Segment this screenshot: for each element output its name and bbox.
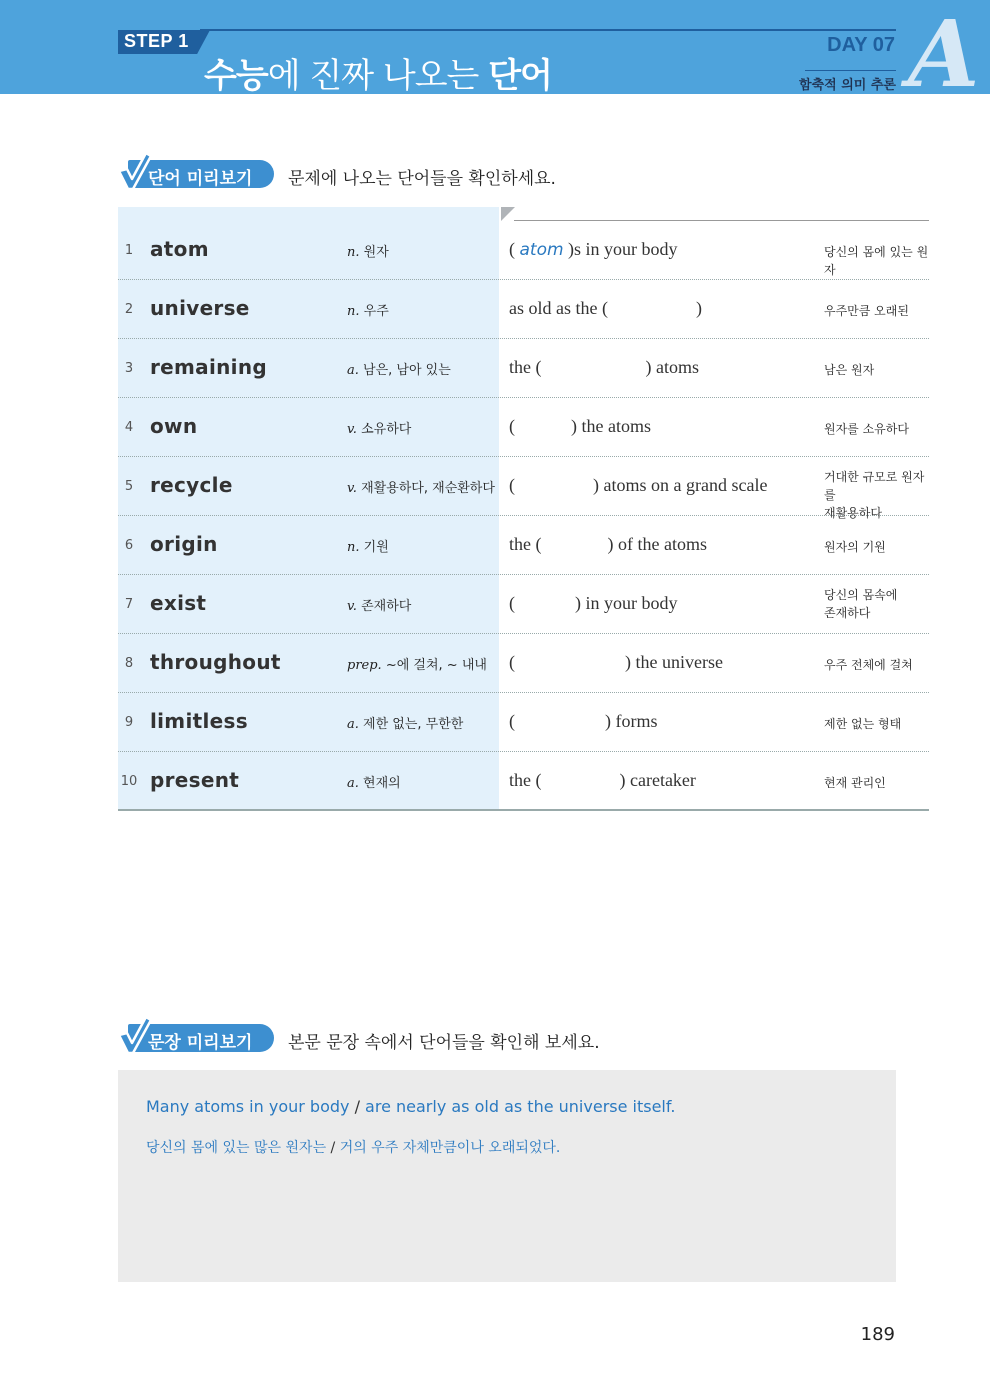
vocab-word: universe — [150, 296, 250, 320]
korean-sentence — [146, 1137, 560, 1157]
part-of-speech: v. — [347, 599, 357, 614]
header-divider — [200, 29, 896, 31]
word-meaning — [347, 772, 401, 791]
sentence-chunk-1: 당신의 몸에 있는 많은 원자는 — [146, 1140, 327, 1156]
part-of-speech: v. — [347, 481, 357, 496]
title-emphasis-2: 단어 — [488, 56, 552, 96]
part-of-speech: n. — [347, 245, 360, 260]
day-label: DAY 07 — [827, 34, 895, 56]
vocab-word: exist — [150, 591, 207, 615]
phrase-after: ) of the atoms — [607, 534, 707, 554]
vocab-word: remaining — [150, 355, 267, 379]
chunk-separator: / — [326, 1140, 340, 1156]
phrase-translation: 우주만큼 오래된 — [824, 304, 909, 318]
phrase-translation: 원자의 기원 — [824, 540, 886, 554]
table-row — [118, 398, 929, 457]
row-number: 10 — [120, 774, 138, 789]
word-meaning — [347, 300, 389, 319]
row-number: 9 — [124, 715, 134, 730]
phrase-after: ) atoms on a grand scale — [593, 475, 768, 495]
word-meaning — [347, 713, 463, 732]
title-emphasis-1: 수능 — [204, 56, 268, 96]
row-number: 5 — [124, 479, 134, 494]
checkmark-icon — [116, 151, 152, 191]
vocab-word: atom — [150, 237, 209, 261]
part-of-speech: n. — [347, 304, 360, 319]
word-preview-description: 문제에 나오는 단어들을 확인하세요. — [288, 169, 556, 189]
meaning-text: 원자 — [363, 245, 389, 260]
vocab-word: throughout — [150, 650, 281, 674]
meaning-text: 우주 — [363, 304, 389, 319]
phrase-before: the ( — [509, 357, 542, 377]
example-phrase — [509, 770, 696, 791]
part-of-speech: v. — [347, 422, 357, 437]
word-meaning — [347, 418, 411, 437]
row-number: 1 — [124, 243, 134, 258]
phrase-after: ) the universe — [625, 652, 723, 672]
phrase-after: ) the atoms — [571, 416, 651, 436]
word-meaning — [347, 536, 389, 555]
word-meaning — [347, 241, 389, 260]
vocab-word: recycle — [150, 473, 233, 497]
phrase-after: ) caretaker — [619, 770, 696, 790]
example-phrase — [509, 416, 651, 437]
table-row — [118, 516, 929, 575]
chunk-separator: / — [349, 1097, 366, 1116]
meaning-text: ~에 걸쳐, ~ 내내 — [385, 658, 487, 673]
page-number: 189 — [860, 1324, 895, 1345]
example-phrase — [509, 593, 678, 614]
example-phrase — [509, 711, 658, 732]
title-middle: 에 진짜 나오는 — [267, 56, 489, 96]
meaning-text: 현재의 — [363, 776, 401, 791]
meaning-text: 재활용하다, 재순환하다 — [361, 481, 495, 496]
meaning-text: 기원 — [363, 540, 389, 555]
example-phrase — [509, 652, 723, 673]
word-meaning — [347, 359, 451, 378]
example-phrase — [509, 475, 767, 496]
step-label: STEP 1 — [124, 31, 189, 51]
word-preview-label: 단어 미리보기 — [148, 169, 253, 189]
page-header — [0, 0, 990, 108]
table-row — [118, 280, 929, 339]
phrase-before: the ( — [509, 534, 542, 554]
checkmark-icon — [116, 1015, 152, 1055]
vocab-word: limitless — [150, 709, 248, 733]
row-number: 3 — [124, 361, 134, 376]
phrase-translation: 제한 없는 형태 — [824, 717, 902, 731]
phrase-translation: 원자를 소유하다 — [824, 422, 909, 436]
phrase-before: the ( — [509, 770, 542, 790]
word-meaning — [347, 477, 495, 496]
word-meaning — [347, 654, 487, 673]
phrase-after: ) forms — [605, 711, 658, 731]
english-sentence — [146, 1097, 675, 1116]
vocab-word: present — [150, 768, 240, 792]
translation-line-2: 재활용하다 — [824, 506, 882, 520]
phrase-after: )s in your body — [563, 239, 678, 259]
section-letter: A — [908, 0, 980, 108]
part-of-speech: a. — [347, 717, 359, 732]
filled-answer: atom — [519, 240, 564, 260]
table-row — [118, 457, 929, 520]
sentence-chunk-2: 거의 우주 자체만큼이나 오래되었다. — [339, 1140, 561, 1156]
table-row — [118, 693, 929, 752]
example-phrase — [509, 298, 702, 319]
phrase-translation: 현재 관리인 — [824, 776, 886, 790]
sentence-preview-description: 본문 문장 속에서 단어들을 확인해 보세요. — [288, 1033, 600, 1053]
example-phrase — [509, 534, 707, 555]
phrase-before: ( — [509, 239, 520, 259]
sentence-preview-label: 문장 미리보기 — [148, 1033, 253, 1053]
translation-line-2: 존재하다 — [824, 606, 871, 620]
translation-line-1: 당신의 몸속에 — [824, 588, 898, 602]
phrase-after: ) — [695, 298, 702, 318]
phrase-after: ) in your body — [575, 593, 678, 613]
meaning-text: 존재하다 — [361, 599, 412, 614]
translation-line-1: 거대한 규모로 원자를 — [824, 470, 925, 502]
day-divider — [805, 70, 896, 71]
part-of-speech: a. — [347, 363, 359, 378]
example-phrase — [509, 239, 678, 260]
phrase-before: ( — [509, 475, 515, 495]
fold-corner — [501, 207, 515, 221]
part-of-speech: n. — [347, 540, 360, 555]
phrase-before: as old as the ( — [509, 298, 608, 318]
table-row — [118, 634, 929, 693]
meaning-text: 남은, 남아 있는 — [363, 363, 451, 378]
meaning-text: 제한 없는, 무한한 — [363, 717, 464, 732]
phrase-translation: 당신의 몸에 있는 원자 — [824, 245, 929, 277]
word-meaning — [347, 595, 411, 614]
page-title — [204, 48, 552, 97]
phrase-before: ( — [509, 652, 515, 672]
day-subtitle: 함축적 의미 추론 — [799, 78, 896, 93]
meaning-text: 소유하다 — [361, 422, 412, 437]
part-of-speech: a. — [347, 776, 359, 791]
vocab-word: origin — [150, 532, 218, 556]
phrase-translation: 우주 전체에 걸쳐 — [824, 658, 913, 672]
row-number: 2 — [124, 302, 134, 317]
part-of-speech: prep. — [347, 658, 382, 673]
table-row — [118, 339, 929, 398]
phrase-before: ( — [509, 416, 515, 436]
table-row — [118, 752, 929, 811]
phrase-before: ( — [509, 593, 515, 613]
word-table — [118, 207, 929, 811]
phrase-translation — [824, 468, 929, 522]
row-number: 8 — [124, 656, 134, 671]
sentence-chunk-2: are nearly as old as the universe itself. — [365, 1097, 676, 1116]
phrase-translation: 남은 원자 — [824, 363, 875, 377]
sentence-chunk-1: Many atoms in your body — [146, 1097, 350, 1116]
phrase-after: ) atoms — [645, 357, 699, 377]
row-number: 4 — [124, 420, 134, 435]
example-phrase — [509, 357, 699, 378]
row-number: 6 — [124, 538, 134, 553]
table-row — [118, 575, 929, 634]
phrase-translation — [824, 586, 897, 622]
phrase-before: ( — [509, 711, 515, 731]
vocab-word: own — [150, 414, 198, 438]
row-number: 7 — [124, 597, 134, 612]
table-row — [118, 221, 929, 280]
